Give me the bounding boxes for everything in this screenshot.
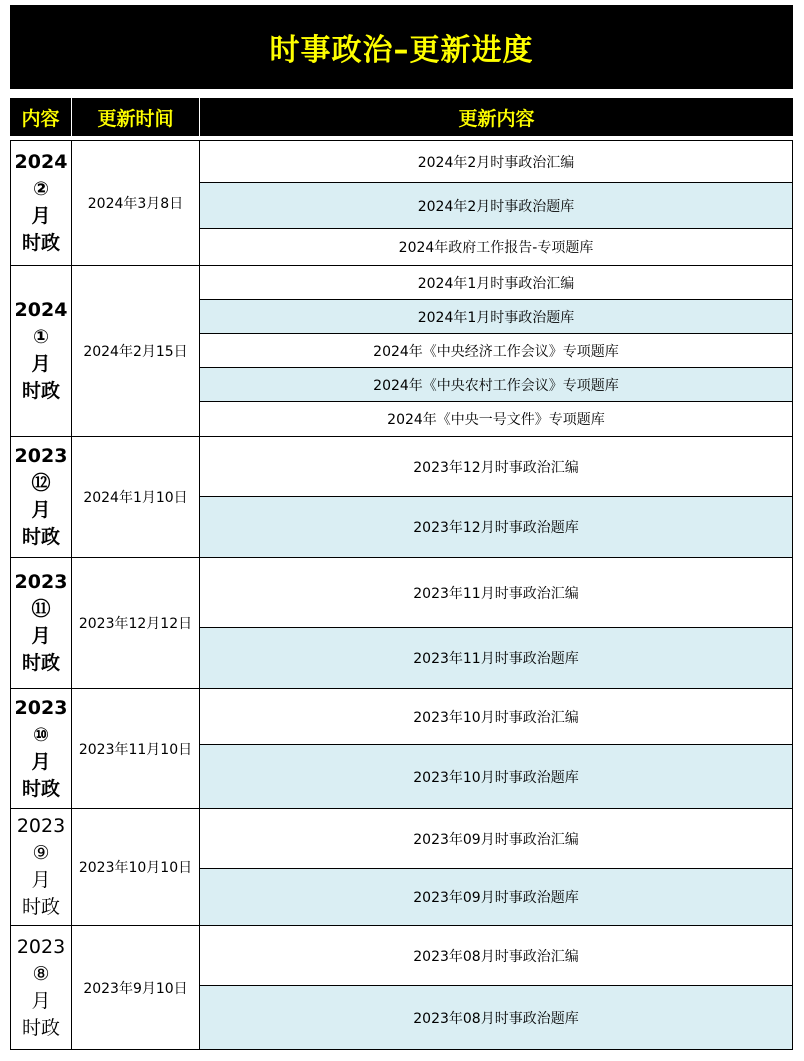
period-label-l3: 月: [31, 205, 51, 227]
update-items: [200, 809, 792, 925]
update-items: [200, 141, 792, 265]
period-label-month: ⑩: [32, 723, 50, 746]
period-label-l3: 月: [31, 353, 51, 375]
update-item: 2024年《中央经济工作会议》专项题库: [200, 334, 792, 368]
period-label-l3: 月: [31, 869, 51, 891]
period-label: [11, 926, 72, 1049]
period-label-l4: 时政: [21, 777, 60, 800]
period-label-l4: 时政: [21, 232, 60, 254]
header-content: 内容: [10, 98, 72, 136]
period-label: [11, 689, 72, 808]
period-label-month: ⑨: [32, 842, 50, 864]
update-item: 2023年08月时事政治题库: [200, 986, 792, 1049]
period-label-l4: 时政: [21, 652, 60, 674]
update-items: [200, 266, 792, 436]
period-label-l4: 时政: [21, 896, 60, 918]
period-label-l3: 月: [31, 750, 51, 773]
update-date: 2023年9月10日: [72, 926, 200, 1049]
update-item: 2024年政府工作报告-专项题库: [398, 240, 594, 256]
period-label-year: 2023: [14, 445, 68, 467]
update-item: 2024年《中央农村工作会议》专项题库: [200, 368, 792, 402]
period-label-l3: 月: [31, 499, 51, 521]
update-date: 2023年11月10日: [72, 689, 200, 808]
progress-table: [10, 140, 793, 1050]
update-item: 2024年2月时事政治汇编: [200, 141, 792, 183]
update-date: 2023年12月12日: [72, 558, 200, 688]
table-row-group: [10, 809, 793, 926]
update-date: 2024年3月8日: [72, 141, 200, 265]
header-update-time: 更新时间: [72, 98, 200, 136]
update-item: 2024年2月时事政治题库: [200, 183, 792, 229]
period-label-l4: 时政: [21, 526, 60, 548]
period-label-year: 2023: [14, 696, 68, 719]
update-item: 2024年1月时事政治汇编: [200, 266, 792, 300]
period-label: [11, 437, 72, 557]
update-items: [200, 437, 792, 557]
update-item: 2023年12月时事政治题库: [200, 497, 792, 557]
update-item: 2024年1月时事政治题库: [200, 300, 792, 334]
table-header: [10, 98, 793, 136]
period-label-year: 2024: [14, 151, 68, 173]
header-update-content: 更新内容: [458, 107, 535, 130]
period-label: [11, 809, 72, 925]
update-items: [200, 689, 792, 808]
update-item: 2023年11月时事政治题库: [200, 628, 792, 688]
period-label-l3: 月: [31, 989, 51, 1012]
update-date: 2023年10月10日: [72, 809, 200, 925]
period-label-month: ⑪: [31, 598, 51, 620]
period-label-l3: 月: [31, 625, 51, 647]
period-label-month: ①: [32, 326, 50, 348]
period-label-l4: 时政: [21, 1016, 60, 1039]
update-item: 2023年12月时事政治汇编: [200, 437, 792, 497]
period-label: [11, 141, 72, 265]
period-label-year: 2023: [16, 815, 66, 837]
update-item: 2023年09月时事政治汇编: [200, 809, 792, 869]
update-item: 2023年10月时事政治题库: [200, 745, 792, 808]
period-label: [11, 266, 72, 436]
table-row-group: [10, 689, 793, 809]
table-row-group: [10, 266, 793, 437]
update-items: [200, 558, 792, 688]
table-row-group: [10, 926, 793, 1050]
period-label-year: 2023: [16, 935, 66, 958]
title-bar: [10, 5, 793, 89]
update-item: 2023年09月时事政治题库: [200, 869, 792, 925]
update-item: 2023年10月时事政治汇编: [200, 689, 792, 745]
period-label: [11, 558, 72, 688]
update-items: [200, 926, 792, 1049]
update-item: 2024年《中央一号文件》专项题库: [387, 412, 605, 428]
update-date: 2024年1月10日: [72, 437, 200, 557]
period-label-month: ②: [32, 178, 50, 200]
period-label-year: 2024: [14, 299, 68, 321]
table-row-group: [10, 558, 793, 689]
period-label-year: 2023: [14, 571, 68, 593]
period-label-l4: 时政: [21, 380, 60, 402]
table-row-group: [10, 437, 793, 558]
period-label-month: ⑧: [32, 962, 50, 985]
update-item: 2023年08月时事政治汇编: [200, 926, 792, 986]
update-item: 2023年11月时事政治汇编: [200, 558, 792, 628]
period-label-month: ⑫: [31, 472, 51, 494]
page-title: 时事政治–更新进度: [269, 33, 534, 68]
update-date: 2024年2月15日: [72, 266, 200, 436]
table-row-group: [10, 141, 793, 266]
